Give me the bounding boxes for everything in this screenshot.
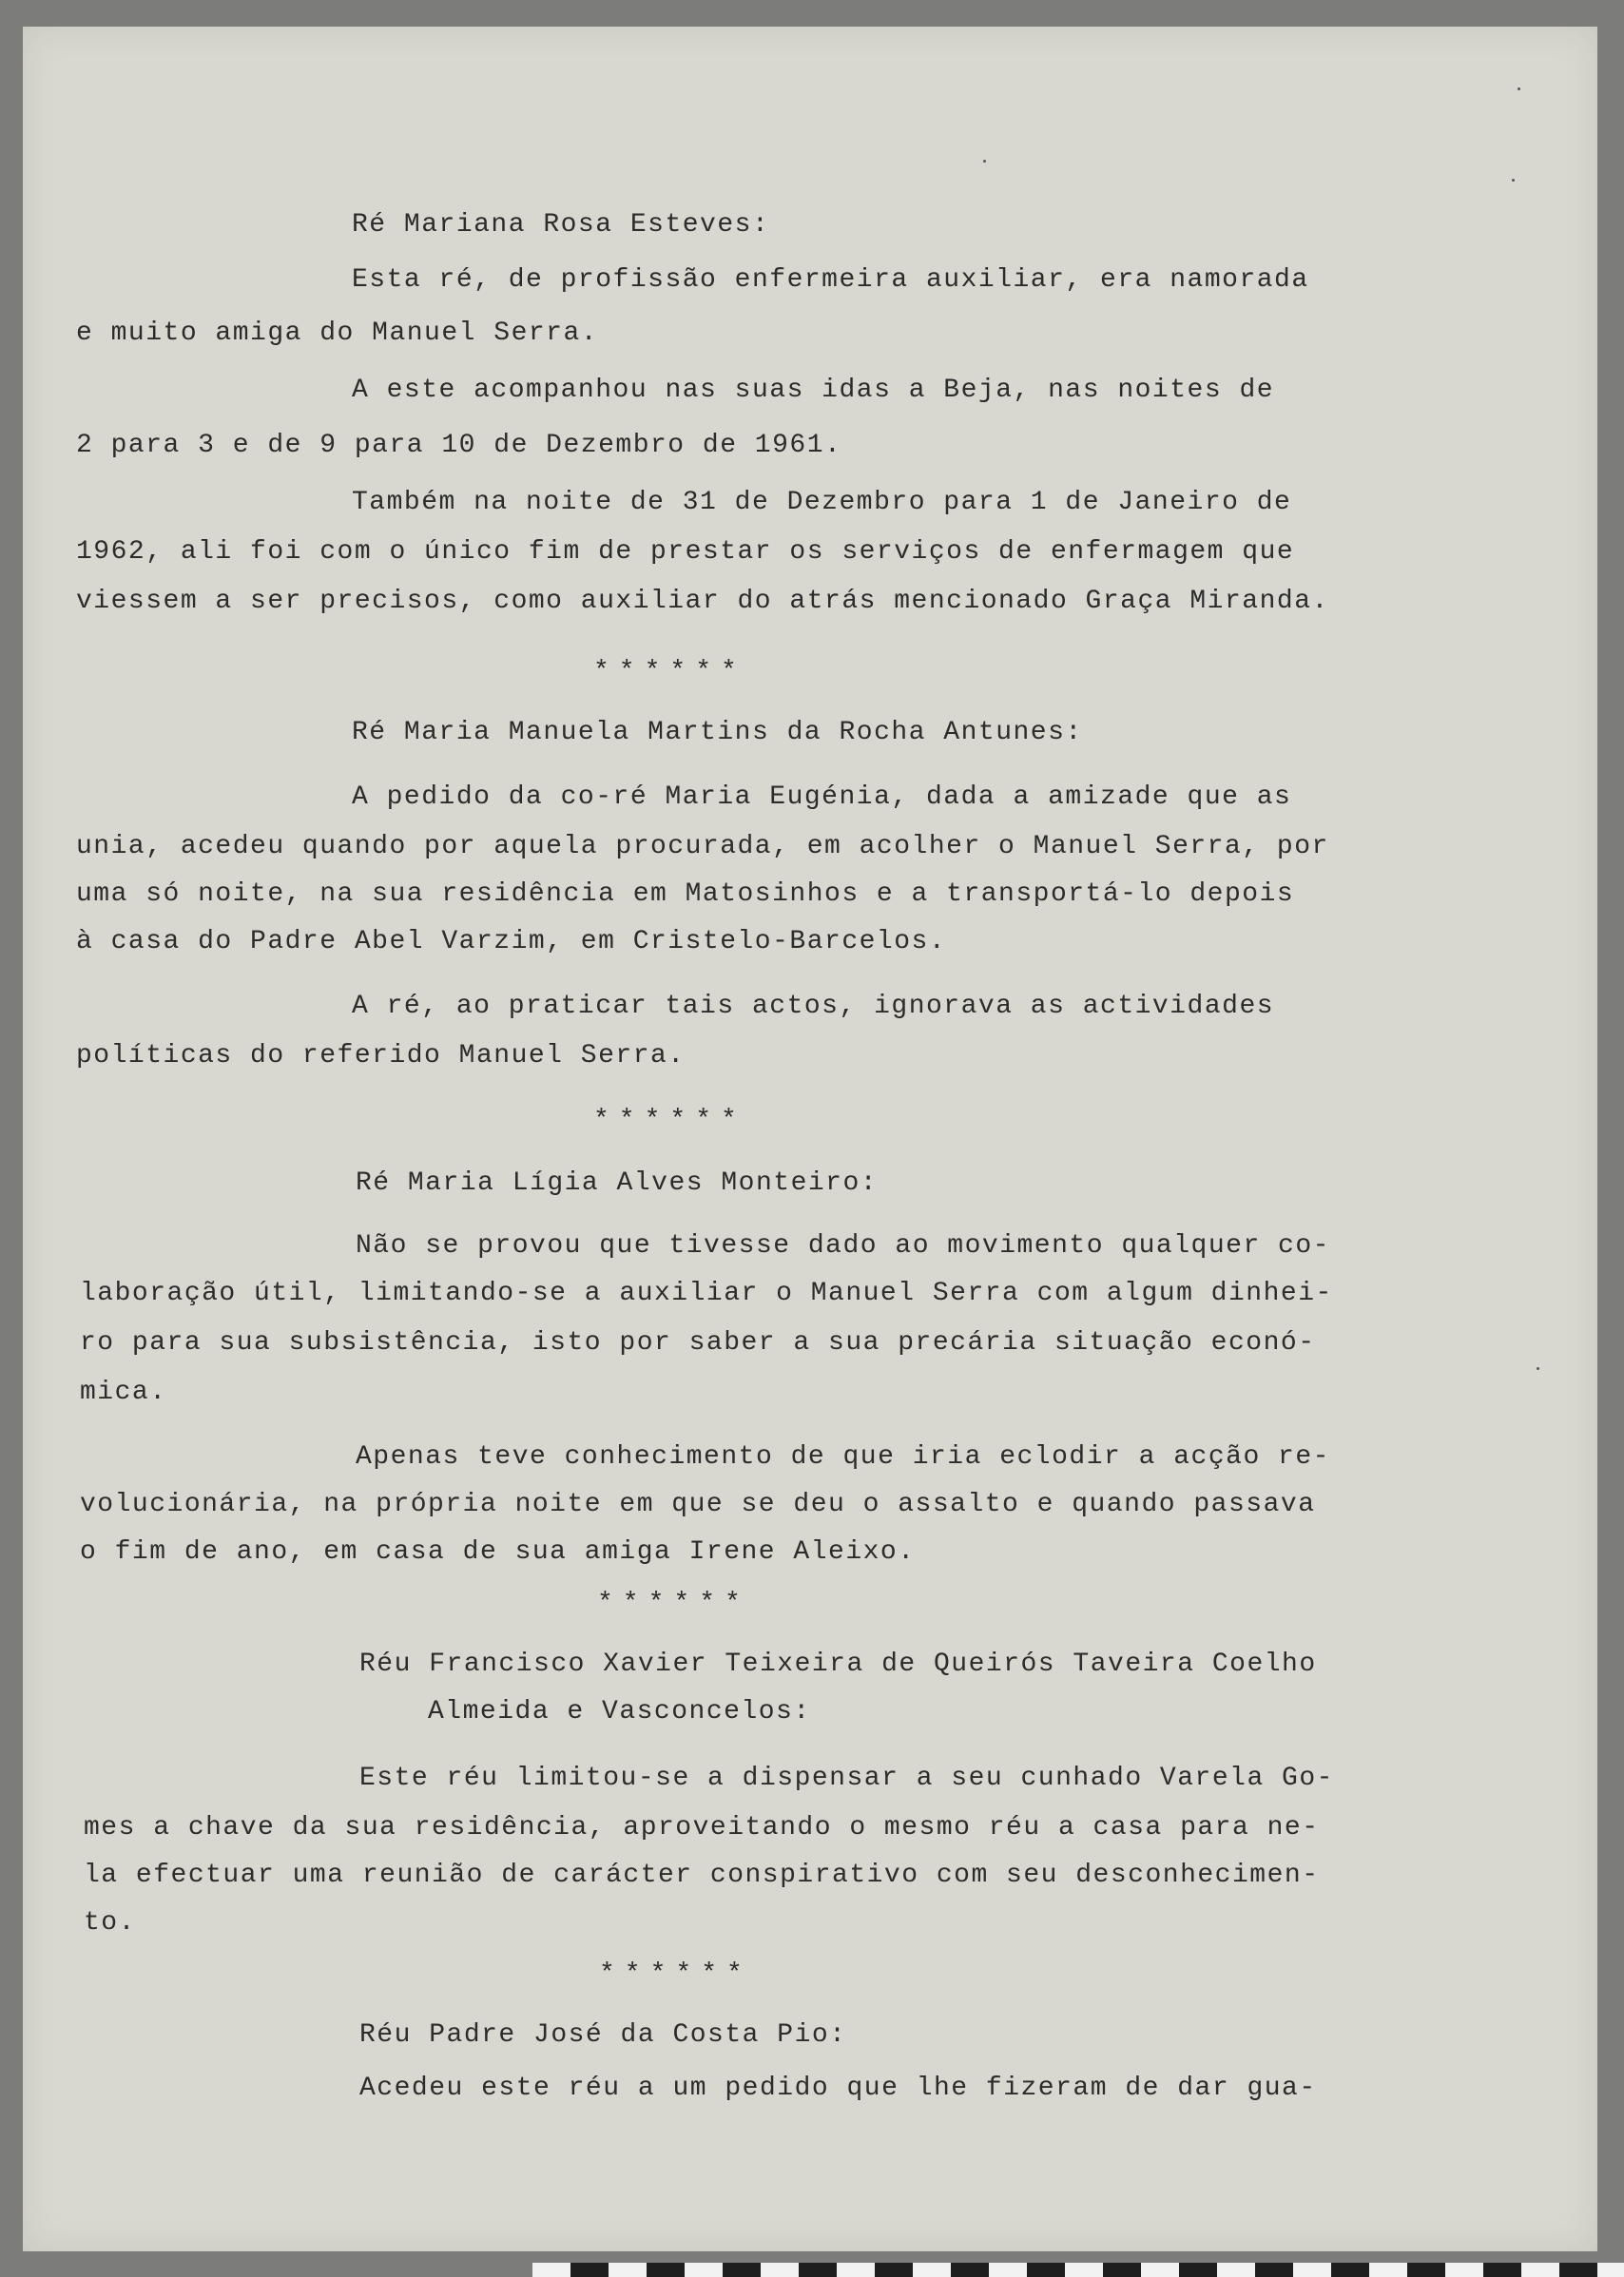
text-line: laboração útil, limitando-se a auxiliar o Manuel Serra com algum dinhei- — [80, 1279, 1333, 1308]
text-line: A este acompanhou nas suas idas a Beja, nas noites de — [352, 376, 1275, 405]
text-line: ro para sua subsistência, isto por saber a sua precária situação econó- — [80, 1328, 1316, 1358]
paper-speck — [1518, 87, 1520, 90]
text-line: Acedeu este réu a um pedido que lhe fizeram de dar gua- — [359, 2074, 1317, 2103]
separator-stars: ****** — [593, 657, 746, 686]
text-line: 2 para 3 e de 9 para 10 de Dezembro de 1961. — [76, 431, 842, 460]
color-scale-bar — [532, 2263, 1624, 2277]
text-line: volucionária, na própria noite em que se deu o assalto e quando passava — [80, 1490, 1316, 1519]
heading-maria-ligia: Ré Maria Lígia Alves Monteiro: — [356, 1168, 879, 1198]
text-line: A ré, ao praticar tais actos, ignorava as actividades — [352, 992, 1275, 1021]
heading-padre-jose: Réu Padre José da Costa Pio: — [359, 2020, 847, 2050]
text-line: Apenas teve conhecimento de que iria eclodir a acção re- — [356, 1442, 1330, 1472]
document-page — [23, 27, 1597, 2251]
text-line: Este réu limitou-se a dispensar a seu cunhado Varela Go- — [359, 1764, 1334, 1793]
paper-speck — [1537, 1367, 1539, 1370]
text-line: Também na noite de 31 de Dezembro para 1 de Janeiro de — [352, 488, 1292, 517]
separator-stars: ****** — [593, 1106, 746, 1135]
text-line: Esta ré, de profissão enfermeira auxiliar, era namorada — [352, 265, 1309, 295]
text-line: A pedido da co-ré Maria Eugénia, dada a amizade que as — [352, 782, 1292, 812]
heading-mariana: Ré Mariana Rosa Esteves: — [352, 210, 770, 240]
text-line: viessem a ser precisos, como auxiliar do atrás mencionado Graça Miranda. — [76, 587, 1329, 616]
heading-francisco: Réu Francisco Xavier Teixeira de Queirós Taveira Coelho — [359, 1650, 1317, 1679]
text-line: mica. — [80, 1378, 167, 1407]
separator-stars: ****** — [599, 1959, 752, 1989]
text-line: la efectuar uma reunião de carácter conspirativo com seu desconhecimen- — [84, 1861, 1320, 1890]
text-line: mes a chave da sua residência, aproveitando o mesmo réu a casa para ne- — [84, 1813, 1320, 1843]
text-line: à casa do Padre Abel Varzim, em Cristelo-Barcelos. — [76, 927, 947, 956]
text-line: políticas do referido Manuel Serra. — [76, 1041, 686, 1071]
separator-stars: ****** — [597, 1589, 750, 1618]
text-line: o fim de ano, em casa de sua amiga Irene Aleixo. — [80, 1537, 916, 1567]
text-line: 1962, ali foi com o único fim de prestar os serviços de enfermagem que — [76, 537, 1295, 567]
text-line: to. — [84, 1908, 136, 1938]
heading-francisco-cont: Almeida e Vasconcelos: — [428, 1697, 811, 1727]
text-line: e muito amiga do Manuel Serra. — [76, 318, 599, 348]
paper-speck — [983, 160, 986, 163]
text-line: Não se provou que tivesse dado ao movimento qualquer co- — [356, 1231, 1330, 1261]
heading-maria-manuela: Ré Maria Manuela Martins da Rocha Antunes: — [352, 718, 1083, 747]
text-line: unia, acedeu quando por aquela procurada, em acolher o Manuel Serra, por — [76, 832, 1329, 861]
text-line: uma só noite, na sua residência em Matosinhos e a transportá-lo depois — [76, 879, 1295, 909]
paper-speck — [1512, 179, 1515, 182]
